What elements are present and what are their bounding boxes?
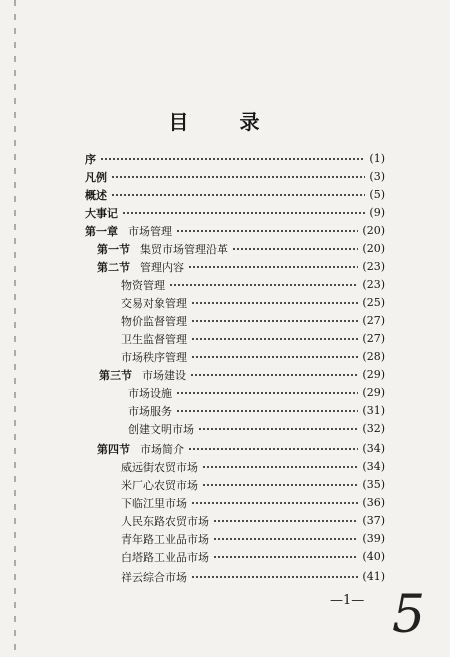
toc-entry-page: (29) <box>362 368 385 381</box>
leader-dots <box>213 538 358 540</box>
toc-section <box>97 240 385 257</box>
toc-subsection <box>121 294 385 311</box>
toc-entry-label: 大事记 <box>85 206 118 220</box>
toc-entry-page: (25) <box>362 296 385 309</box>
toc-entry-number: 第四节 <box>97 442 130 456</box>
toc-entry-number: 第三节 <box>99 368 132 382</box>
toc-subsection <box>121 312 385 329</box>
toc-section <box>99 366 385 383</box>
toc-entry-label: 下临江里市场 <box>121 496 187 510</box>
leader-dots <box>191 356 358 358</box>
toc-entry-label: 管理内容 <box>140 260 184 274</box>
leader-dots <box>190 374 358 376</box>
page-title: 目 录 <box>168 110 282 134</box>
leader-dots <box>100 158 365 160</box>
toc-entry-page: (27) <box>362 314 385 327</box>
toc-entry-page: (41) <box>362 570 385 583</box>
toc-entry-label: 卫生监督管理 <box>121 332 187 346</box>
leader-dots <box>122 212 365 214</box>
toc-subsection <box>121 330 385 347</box>
toc-entry-label: 市场服务 <box>128 404 172 418</box>
toc-subsection <box>128 420 385 437</box>
toc-entry-label: 交易对象管理 <box>121 296 187 310</box>
toc-entry-page: (1) <box>369 152 385 165</box>
toc-entry-page: (31) <box>362 404 385 417</box>
handwritten-mark: 5 <box>392 585 426 645</box>
toc-subsection <box>121 476 385 493</box>
toc-subsection <box>121 568 385 585</box>
toc-entry <box>85 186 385 203</box>
toc-entry-label: 祥云综合市场 <box>121 570 187 584</box>
toc-entry-label: 物资管理 <box>121 278 165 292</box>
binding-edge <box>14 0 16 657</box>
toc-entry-page: (37) <box>362 514 385 527</box>
leader-dots <box>176 410 358 412</box>
toc-subsection <box>128 402 385 419</box>
toc-entry-label: 凡例 <box>85 170 107 184</box>
toc-entry-page: (35) <box>362 478 385 491</box>
toc-subsection <box>121 548 385 565</box>
leader-dots <box>176 230 358 232</box>
toc-entry-label: 市场管理 <box>128 224 172 238</box>
leader-dots <box>169 284 358 286</box>
leader-dots <box>191 320 358 322</box>
toc-chapter <box>85 222 385 239</box>
toc-entry-label: 人民东路农贸市场 <box>121 514 209 528</box>
toc-entry-page: (23) <box>362 260 385 273</box>
leader-dots <box>191 338 358 340</box>
toc-subsection <box>121 512 385 529</box>
toc-entry-number: 第二节 <box>97 260 130 274</box>
page-number: —1— <box>330 593 365 608</box>
toc-entry-page: (9) <box>369 206 385 219</box>
toc-entry-label: 市场设施 <box>128 386 172 400</box>
leader-dots <box>213 556 358 558</box>
leader-dots <box>191 576 358 578</box>
toc-subsection <box>121 348 385 365</box>
leader-dots <box>198 428 358 430</box>
toc-entry-page: (29) <box>362 386 385 399</box>
toc-entry-page: (32) <box>362 422 385 435</box>
leader-dots <box>202 484 358 486</box>
toc-entry-label: 威远街农贸市场 <box>121 460 198 474</box>
leader-dots <box>191 302 358 304</box>
toc-entry <box>85 168 385 185</box>
leader-dots <box>188 448 358 450</box>
toc-entry-label: 集贸市场管理沿革 <box>140 242 228 256</box>
toc-subsection <box>128 384 385 401</box>
toc-entry-label: 序 <box>85 152 96 166</box>
toc-entry-page: (5) <box>369 188 385 201</box>
leader-dots <box>202 466 358 468</box>
toc-section <box>97 440 385 457</box>
toc-entry-page: (40) <box>362 550 385 563</box>
toc-entry-page: (27) <box>362 332 385 345</box>
toc-entry-page: (20) <box>362 242 385 255</box>
toc-entry-page: (20) <box>362 224 385 237</box>
toc-section <box>97 258 385 275</box>
toc-entry-page: (36) <box>362 496 385 509</box>
toc-entry-label: 市场建设 <box>142 368 186 382</box>
toc-entry-page: (39) <box>362 532 385 545</box>
leader-dots <box>176 392 358 394</box>
toc-entry-page: (23) <box>362 278 385 291</box>
toc-entry-label: 市场简介 <box>140 442 184 456</box>
toc-entry-page: (34) <box>362 442 385 455</box>
toc-entry-label: 市场秩序管理 <box>121 350 187 364</box>
toc-subsection <box>121 530 385 547</box>
toc-entry-label: 物价监督管理 <box>121 314 187 328</box>
toc-entry-number: 第一节 <box>97 242 130 256</box>
leader-dots <box>213 520 358 522</box>
leader-dots <box>111 194 365 196</box>
leader-dots <box>232 248 358 250</box>
leader-dots <box>191 502 358 504</box>
toc-entry-number: 第一章 <box>85 224 118 238</box>
leader-dots <box>111 176 365 178</box>
toc-subsection <box>121 276 385 293</box>
toc-entry-page: (28) <box>362 350 385 363</box>
toc-entry-page: (3) <box>369 170 385 183</box>
toc-entry <box>85 150 385 167</box>
toc-subsection <box>121 494 385 511</box>
toc-entry-label: 白塔路工业品市场 <box>121 550 209 564</box>
toc-entry-label: 创建文明市场 <box>128 422 194 436</box>
toc-entry-label: 概述 <box>85 188 107 202</box>
toc-entry <box>85 204 385 221</box>
leader-dots <box>188 266 358 268</box>
toc-entry-page: (34) <box>362 460 385 473</box>
toc-entry-label: 米厂心农贸市场 <box>121 478 198 492</box>
toc-entry-label: 青年路工业品市场 <box>121 532 209 546</box>
toc-subsection <box>121 458 385 475</box>
